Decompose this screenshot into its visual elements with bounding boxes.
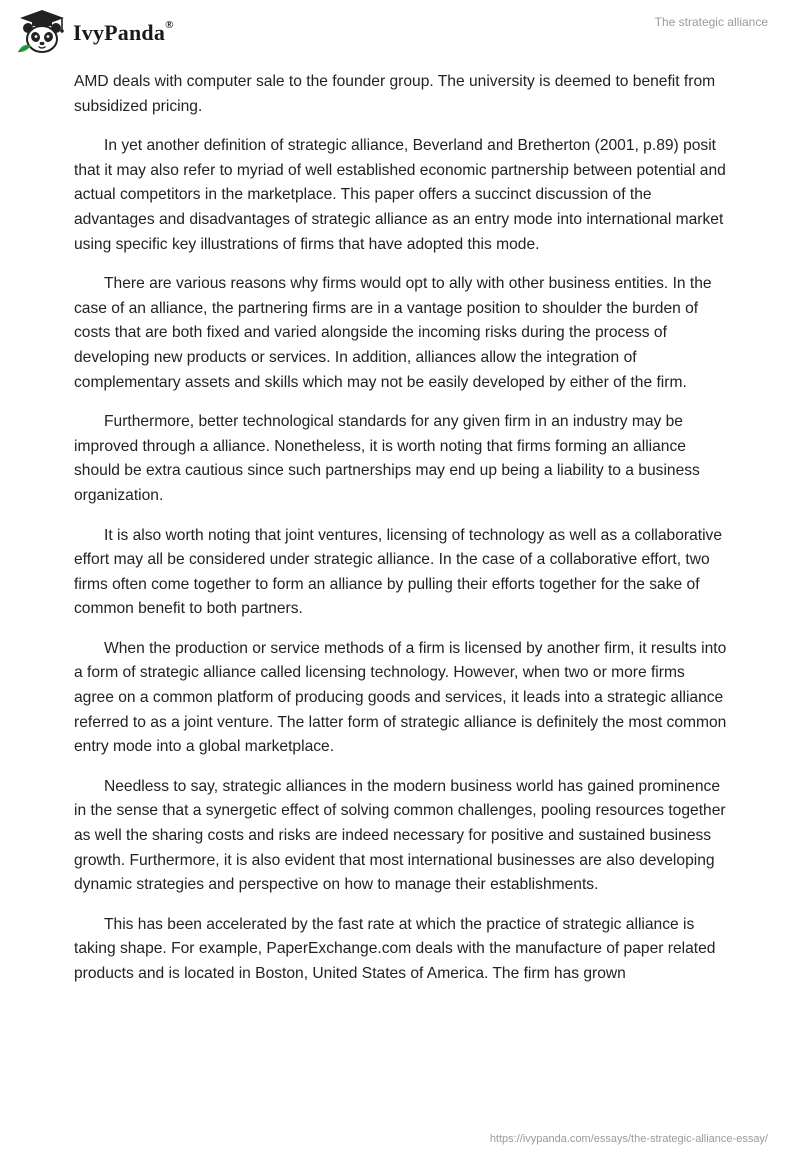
page-header xyxy=(0,0,800,66)
paragraph: Furthermore, better technological standards for any given firm in an industry may be improved through a alliance. Nonetheless, it is worth noting that firms forming an alliance should be extra cautious since such partnerships may end up being a liability to a business organization. xyxy=(74,413,700,504)
essay-body xyxy=(74,70,728,1002)
ivypanda-logo[interactable] xyxy=(14,6,174,58)
brand-name: IvyPanda® xyxy=(73,19,174,45)
paragraph: In yet another definition of strategic alliance, Beverland and Bretherton (2001, p.89) posit that it may also refer to myriad of well established economic partnership between potential and actual competitors in the marketplace. This paper offers a succinct discussion of the advantages and disadvantages of strategic alliance as an entry mode into international market using specific key illustrations of firms that have adopted this mode. xyxy=(74,137,726,253)
panda-graduate-icon xyxy=(14,6,70,58)
paragraph: There are various reasons why firms would opt to ally with other business entities. In the case of an alliance, the partnering firms are in a vantage position to shoulder the burden of costs that are both fixed and varied alongside the incoming risks during the process of developing new products or services. In addition, alliances allow the integration of complementary assets and skills which may not be easily developed by either of the firm. xyxy=(74,275,712,391)
trademark-symbol: ® xyxy=(165,19,174,31)
paragraph: This has been accelerated by the fast rate at which the practice of strategic alliance is taking shape. For example, PaperExchange.com deals with the manufacture of paper related products and is located in Boston, United States of America. The firm has grown xyxy=(74,915,716,982)
document-title: The strategic alliance xyxy=(654,15,768,29)
paragraph: AMD deals with computer sale to the founder group. The university is deemed to benefit from subsidized pricing. xyxy=(74,73,716,115)
paragraph: When the production or service methods of a firm is licensed by another firm, it results into a form of strategic alliance called licensing technology. However, when two or more firms agree on a common platform of producing goods and services, it leads into a strategic alliance referred to as a joint venture. The latter form of strategic alliance is definitely the most common entry mode into a global marketplace. xyxy=(74,639,727,756)
paragraph: Needless to say, strategic alliances in the modern business world has gained prominence in the sense that a synergetic effect of solving common challenges, pooling resources together as well the sharing costs and risks are indeed necessary for positive and sustained business growth. Furthermore, it is also evident that most international businesses are also developing dynamic strategies and perspective on how to manage their establishments. xyxy=(74,777,726,894)
source-url[interactable]: https://ivypanda.com/essays/the-strategic-alliance-essay/ xyxy=(489,1133,768,1145)
paragraph: It is also worth noting that joint ventures, licensing of technology as well as a collaborative effort may all be considered under strategic alliance. In the case of a collaborative effort, two firms often come together to form an alliance by pulling their efforts together for the sake of common benefit to both partners. xyxy=(74,526,723,618)
